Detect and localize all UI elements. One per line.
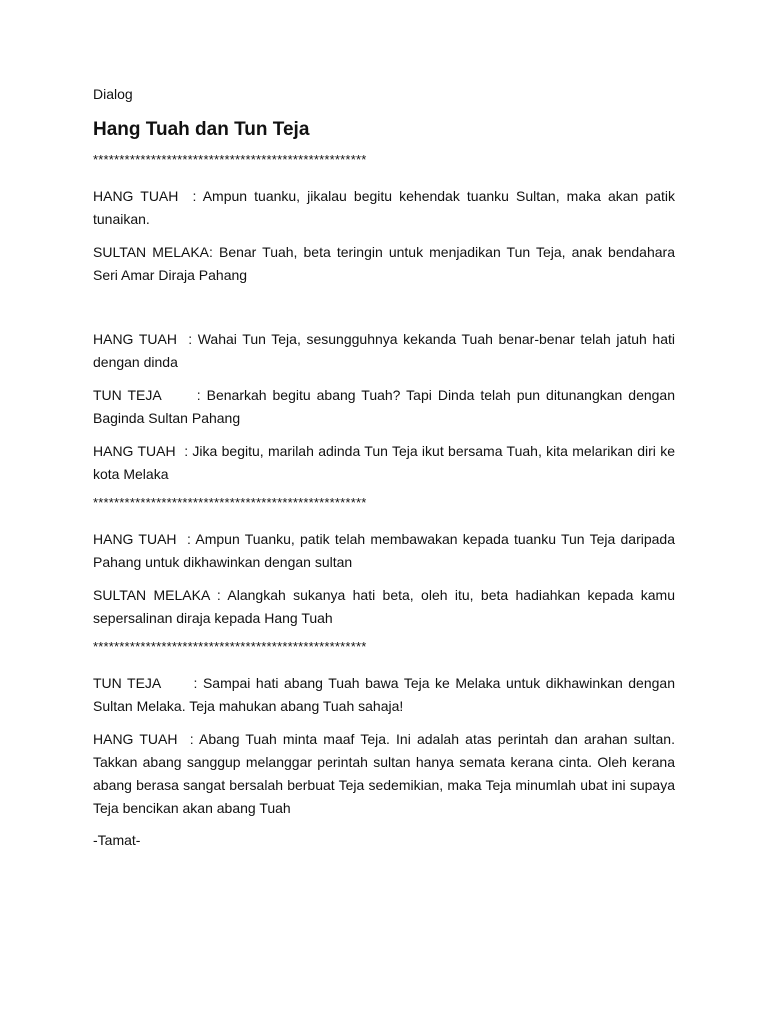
- dialog-line: [93, 440, 675, 486]
- speaker-name: HANG TUAH :: [93, 531, 191, 547]
- speaker-name: TUN TEJA :: [93, 675, 198, 691]
- dialog-line: [93, 328, 675, 374]
- dialog-line: [93, 528, 675, 574]
- speaker-name: HANG TUAH :: [93, 731, 194, 747]
- speaker-name: HANG TUAH :: [93, 188, 197, 204]
- dialog-line: [93, 728, 675, 820]
- dialog-text: Sampai hati abang Tuah bawa Teja ke Melaka untuk dikhawinkan dengan Sultan Melaka. Teja mahukan abang Tuah sahaja!: [93, 675, 675, 714]
- document-title: Hang Tuah dan Tun Teja: [93, 119, 310, 140]
- dialog-text: Ampun tuanku, jikalau begitu kehendak tuanku Sultan, maka akan patik tunaikan.: [93, 188, 675, 227]
- dialog-text: Alangkah sukanya hati beta, oleh itu, beta hadiahkan kepada kamu sepersalinan diraja kepada Hang Tuah: [93, 587, 675, 626]
- dialog-text: Benarkah begitu abang Tuah? Tapi Dinda telah pun ditunangkan dengan Baginda Sultan Pahang: [93, 387, 676, 426]
- speaker-name: SULTAN MELAKA:: [93, 244, 213, 260]
- dialog-text: Wahai Tun Teja, sesungguhnya kekanda Tuah benar-benar telah jatuh hati dengan dinda: [93, 331, 675, 370]
- separator-2: ****************************************************: [93, 496, 367, 510]
- speaker-name: HANG TUAH :: [93, 443, 189, 459]
- speaker-name: TUN TEJA :: [93, 387, 201, 403]
- dialog-text: Abang Tuah minta maaf Teja. Ini adalah atas perintah dan arahan sultan. Takkan abang sanggup melanggar perintah sultan hanya semata kerana cinta. Oleh kerana abang berasa sangat bersalah berbuat Teja sedemikian, maka Teja minumlah ubat ini supaya Teja bencikan akan abang Tuah: [93, 731, 675, 816]
- dialog-text: Benar Tuah, beta teringin untuk menjadikan Tun Teja, anak bendahara Seri Amar Diraja Pahang: [93, 244, 675, 283]
- document-content: [93, 84, 675, 850]
- dialog-line: [93, 584, 675, 630]
- dialog-line: [93, 185, 675, 231]
- dialog-text: Jika begitu, marilah adinda Tun Teja ikut bersama Tuah, kita melarikan diri ke kota Melaka: [93, 443, 675, 482]
- separator-1: ****************************************************: [93, 153, 367, 167]
- dialog-line: [93, 672, 675, 718]
- speaker-name: SULTAN MELAKA :: [93, 587, 221, 603]
- dialog-line: [93, 241, 675, 287]
- ending-text: -Tamat-: [93, 832, 141, 848]
- dialog-text: Ampun Tuanku, patik telah membawakan kepada tuanku Tun Teja daripada Pahang untuk dikhawinkan dengan sultan: [93, 531, 675, 570]
- document-label: Dialog: [93, 86, 133, 102]
- speaker-name: HANG TUAH :: [93, 331, 193, 347]
- separator-3: ****************************************************: [93, 640, 367, 654]
- dialog-line: [93, 384, 675, 430]
